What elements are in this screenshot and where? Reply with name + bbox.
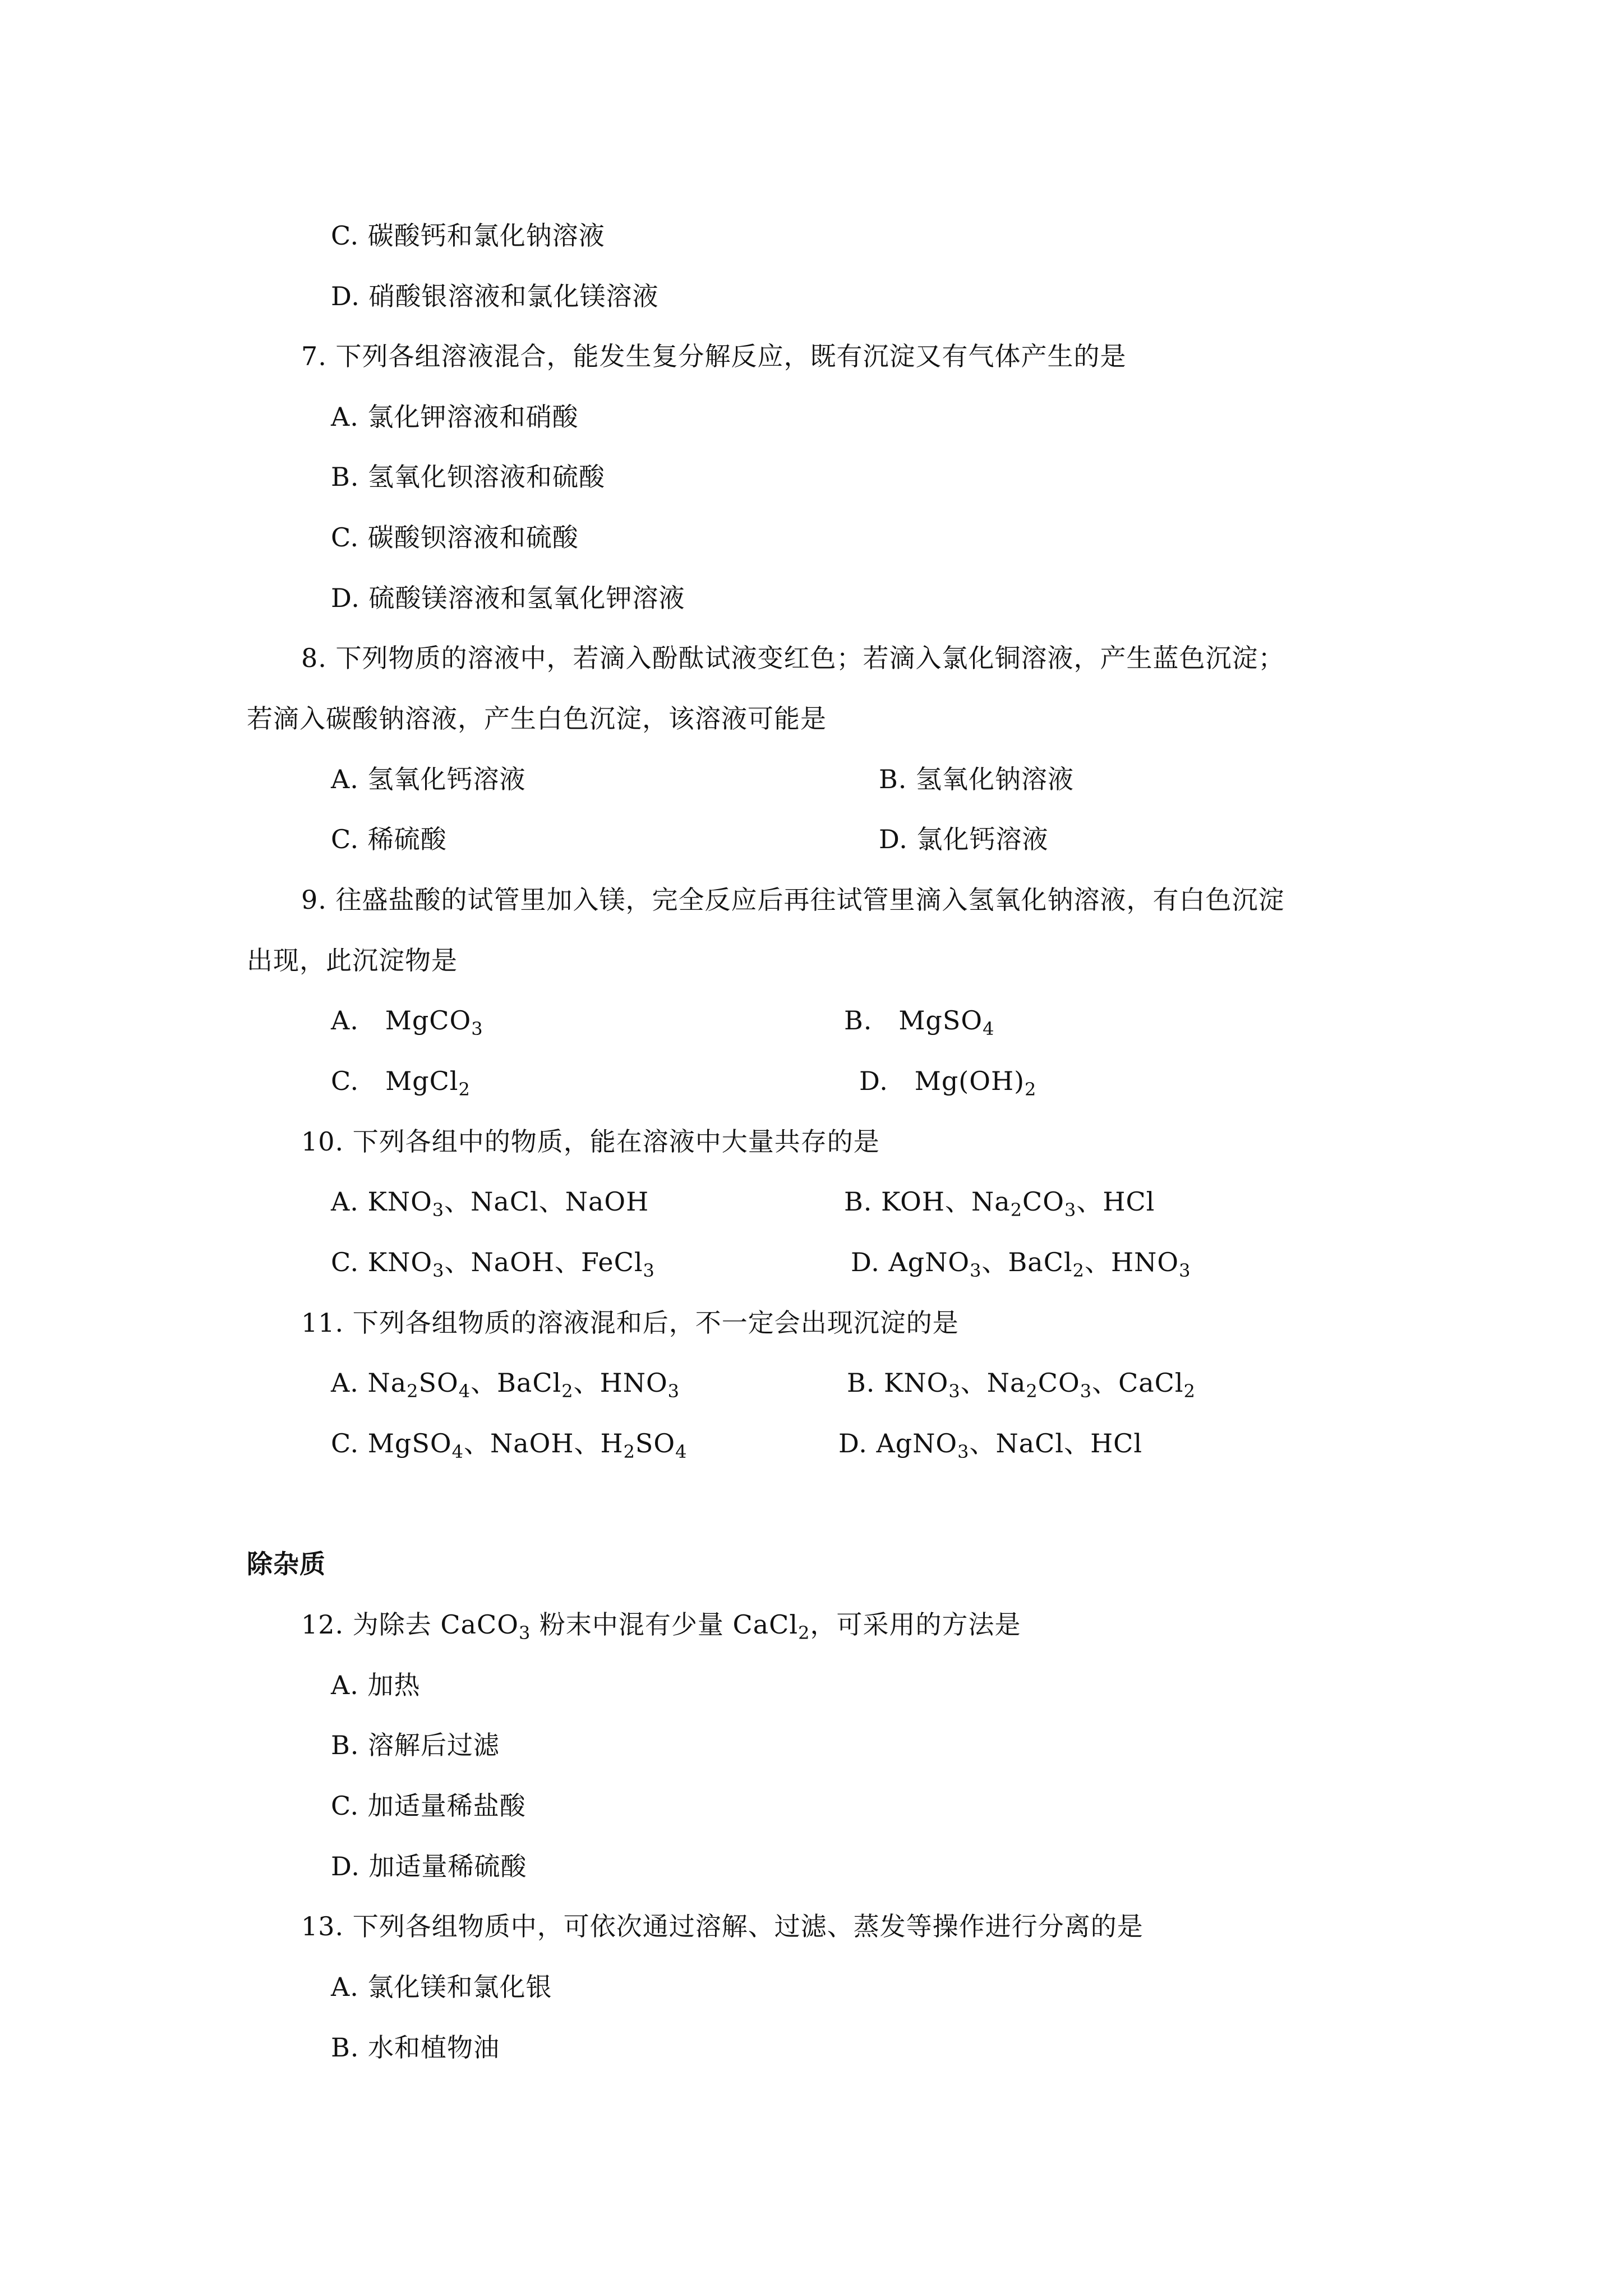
q10-a-part: A. KNO [331, 1186, 432, 1217]
q10-option-d [851, 1244, 1191, 1280]
q7-stem: 7. 下列各组溶液混合，能发生复分解反应，既有沉淀又有气体产生的是 [301, 341, 1127, 371]
q9-option-b [844, 1002, 994, 1038]
q8-option-c: C. 稀硫酸 [331, 824, 447, 854]
q10-c-sub: 3 [432, 1260, 445, 1281]
q12-option-a: A. 加热 [331, 1670, 421, 1700]
q10-b-part: 、HCl [1076, 1186, 1155, 1217]
q12-option-b: B. 溶解后过滤 [331, 1730, 500, 1760]
q12-option-c: C. 加适量稀盐酸 [331, 1791, 526, 1821]
q10-option-b [844, 1184, 1155, 1220]
q10-option-a [331, 1184, 649, 1220]
q10-a-part: 、NaCl、NaOH [444, 1186, 649, 1217]
q9-option-c-subscript: 2 [458, 1079, 471, 1100]
q11-d-part: 、NaCl、HCl [969, 1428, 1143, 1458]
q11-b-part: 、CaCl [1092, 1368, 1184, 1398]
q10-d-part: D. AgNO [851, 1247, 970, 1277]
q10-b-part: B. KOH、Na [844, 1186, 1011, 1217]
q12-stem-part: 粉末中混有少量 CaCl [531, 1609, 799, 1640]
q11-c-sub: 4 [675, 1441, 688, 1462]
q9-option-a-formula: MgCO [385, 1005, 472, 1036]
q9-option-b-subscript: 4 [983, 1018, 995, 1039]
q10-stem: 10. 下列各组中的物质，能在溶液中大量共存的是 [301, 1126, 880, 1157]
q10-d-part: 、HNO [1084, 1247, 1179, 1277]
q11-option-a [331, 1365, 680, 1401]
q9-option-c [331, 1063, 471, 1099]
q6-option-c: C. 碳酸钙和氯化钠溶液 [331, 220, 605, 251]
q11-b-part: CO [1038, 1368, 1080, 1398]
q9-option-a [331, 1002, 483, 1038]
q9-option-b-label: B. [844, 1005, 873, 1036]
q7-option-c: C. 碳酸钡溶液和硫酸 [331, 522, 579, 553]
q8-option-b: B. 氢氧化钠溶液 [879, 764, 1075, 794]
q11-b-part: 、Na [960, 1368, 1026, 1398]
q10-c-part: C. KNO [331, 1247, 433, 1277]
q13-stem: 13. 下列各组物质中，可依次通过溶解、过滤、蒸发等操作进行分离的是 [301, 1911, 1144, 1941]
q10-c-sub: 3 [643, 1260, 655, 1281]
q11-a-sub: 2 [407, 1381, 419, 1402]
q7-option-d: D. 硫酸镁溶液和氢氧化钾溶液 [331, 583, 685, 613]
q10-c-part: 、NaOH、FeCl [444, 1247, 643, 1277]
q10-d-sub: 3 [970, 1260, 982, 1281]
section-title: 除杂质 [247, 1549, 326, 1579]
q11-option-c [331, 1425, 688, 1461]
q11-c-part: 、NaOH、H [463, 1428, 624, 1458]
q11-c-sub: 2 [623, 1441, 635, 1462]
q11-c-part: SO [635, 1428, 676, 1458]
q7-option-a: A. 氯化钾溶液和硝酸 [331, 402, 579, 432]
q12-stem-part: ，可采用的方法是 [810, 1609, 1021, 1640]
q8-stem-line1: 8. 下列物质的溶液中，若滴入酚酞试液变红色；若滴入氯化铜溶液，产生蓝色沉淀； [301, 643, 1285, 673]
q11-a-part: 、HNO [573, 1368, 668, 1398]
q11-a-sub: 4 [458, 1381, 471, 1402]
q8-stem-line2: 若滴入碳酸钠溶液，产生白色沉淀，该溶液可能是 [247, 703, 827, 734]
q10-option-c [331, 1244, 655, 1280]
q10-a-sub: 3 [432, 1199, 445, 1221]
q10-d-sub: 3 [1179, 1260, 1191, 1281]
q10-d-sub: 2 [1072, 1260, 1085, 1281]
q9-option-d [859, 1063, 1036, 1099]
q9-option-a-subscript: 3 [471, 1018, 483, 1039]
q11-b-sub: 3 [948, 1381, 961, 1402]
q10-d-part: 、BaCl [981, 1247, 1073, 1277]
q9-option-b-formula: MgSO [898, 1005, 983, 1036]
q11-b-sub: 2 [1183, 1381, 1196, 1402]
q11-a-part: 、BaCl [471, 1368, 562, 1398]
q9-option-a-label: A. [331, 1005, 359, 1036]
q12-stem-sub: 2 [798, 1622, 810, 1644]
q11-c-sub: 4 [451, 1441, 464, 1462]
q10-b-sub: 2 [1010, 1199, 1023, 1221]
q11-a-sub: 3 [667, 1381, 680, 1402]
q9-option-d-formula: Mg(OH) [914, 1066, 1025, 1096]
q10-b-part: CO [1022, 1186, 1064, 1217]
q11-d-sub: 3 [957, 1441, 970, 1462]
q7-option-b: B. 氢氧化钡溶液和硫酸 [331, 462, 606, 492]
q9-stem-line2: 出现，此沉淀物是 [247, 945, 458, 976]
q11-stem: 11. 下列各组物质的溶液混和后，不一定会出现沉淀的是 [301, 1308, 959, 1338]
q12-option-d: D. 加适量稀硫酸 [331, 1851, 527, 1881]
q11-option-b [847, 1365, 1196, 1401]
q9-option-c-formula: MgCl [385, 1066, 459, 1096]
q11-a-part: A. Na [331, 1368, 407, 1398]
q8-option-a: A. 氢氧化钙溶液 [331, 764, 526, 794]
q9-option-c-label: C. [331, 1066, 359, 1096]
q12-stem-part: 12. 为除去 CaCO [301, 1609, 519, 1640]
q11-d-part: D. AgNO [838, 1428, 958, 1458]
q11-b-part: B. KNO [847, 1368, 949, 1398]
q11-c-part: C. MgSO [331, 1428, 452, 1458]
q13-option-a: A. 氯化镁和氯化银 [331, 1972, 552, 2002]
q13-option-b: B. 水和植物油 [331, 2032, 500, 2063]
q11-a-sub: 2 [561, 1381, 574, 1402]
q11-a-part: SO [418, 1368, 459, 1398]
q11-b-sub: 2 [1026, 1381, 1038, 1402]
q9-option-d-subscript: 2 [1025, 1079, 1037, 1100]
q11-option-d [838, 1425, 1142, 1461]
q6-option-d: D. 硝酸银溶液和氯化镁溶液 [331, 281, 659, 311]
q9-stem-line1: 9. 往盛盐酸的试管里加入镁，完全反应后再往试管里滴入氢氧化钠溶液，有白色沉淀 [301, 885, 1285, 915]
q8-option-d: D. 氯化钙溶液 [879, 824, 1049, 854]
q10-b-sub: 3 [1064, 1199, 1077, 1221]
q9-option-d-label: D. [859, 1066, 888, 1096]
q11-b-sub: 3 [1080, 1381, 1092, 1402]
q12-stem [301, 1607, 1021, 1642]
q12-stem-sub: 3 [518, 1622, 531, 1644]
